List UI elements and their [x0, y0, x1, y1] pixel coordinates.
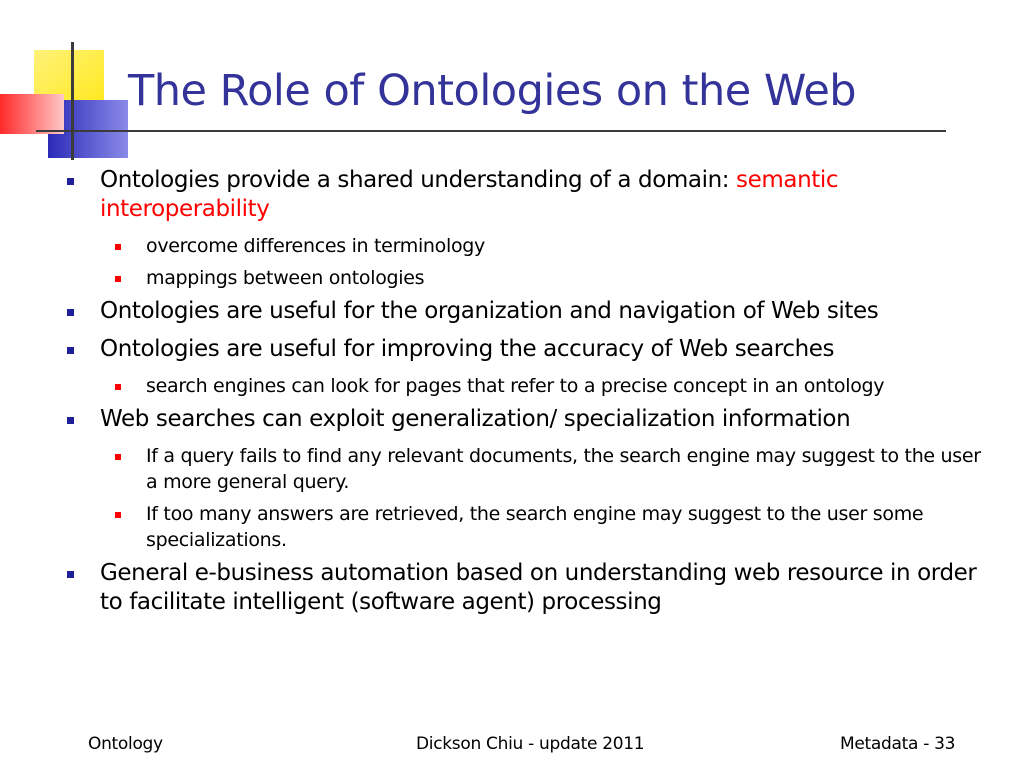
- square-bullet-icon: [115, 276, 121, 282]
- bullet-item: [60, 335, 990, 364]
- square-bullet-icon: [115, 512, 121, 518]
- square-bullet-icon: [67, 571, 74, 578]
- square-bullet-icon: [67, 178, 74, 185]
- bullet-text: Web searches can exploit generalization/ specialization information: [100, 406, 851, 432]
- square-bullet-icon: [67, 309, 74, 316]
- sub-bullet-item: [60, 443, 990, 495]
- sub-bullet-text: overcome differences in terminology: [146, 235, 486, 257]
- deco-vertical-line: [71, 42, 74, 160]
- bullet-text: Ontologies provide a shared understanding of a domain:: [100, 167, 737, 193]
- square-bullet-icon: [115, 454, 121, 460]
- bullet-text: General e-business automation based on understanding web resource in order to facilitate intelligent (software agent) processing: [100, 560, 977, 615]
- sub-bullet-text: mappings between ontologies: [146, 267, 425, 289]
- bullet-item: [60, 297, 990, 326]
- corner-decoration: [0, 0, 130, 160]
- bullet-item: [60, 166, 990, 224]
- highlighted-text: semantic interoperability: [100, 167, 839, 222]
- sub-bullet-text: If a query fails to find any relevant documents, the search engine may suggest to the user a more general query.: [146, 445, 981, 493]
- deco-red-bar: [0, 94, 64, 134]
- title-underline: [36, 130, 946, 132]
- square-bullet-icon: [67, 417, 74, 424]
- footer-page-number: Metadata - 33: [840, 734, 956, 754]
- square-bullet-icon: [115, 244, 121, 250]
- slide-title: The Role of Ontologies on the Web: [128, 66, 857, 116]
- bullet-text: Ontologies are useful for the organization and navigation of Web sites: [100, 298, 879, 324]
- bullet-item: [60, 405, 990, 434]
- bullet-list: [60, 166, 990, 626]
- square-bullet-icon: [115, 384, 121, 390]
- sub-bullet-item: [60, 233, 990, 259]
- sub-bullet-text: search engines can look for pages that refer to a precise concept in an ontology: [146, 375, 885, 397]
- sub-bullet-item: [60, 373, 990, 399]
- bullet-text: Ontologies are useful for improving the accuracy of Web searches: [100, 336, 835, 362]
- sub-bullet-item: [60, 265, 990, 291]
- footer-topic: Ontology: [88, 734, 163, 754]
- bullet-item: [60, 559, 990, 617]
- footer-author: Dickson Chiu - update 2011: [416, 734, 645, 754]
- sub-bullet-text: If too many answers are retrieved, the search engine may suggest to the user some specializations.: [146, 503, 924, 551]
- sub-bullet-item: [60, 501, 990, 553]
- square-bullet-icon: [67, 347, 74, 354]
